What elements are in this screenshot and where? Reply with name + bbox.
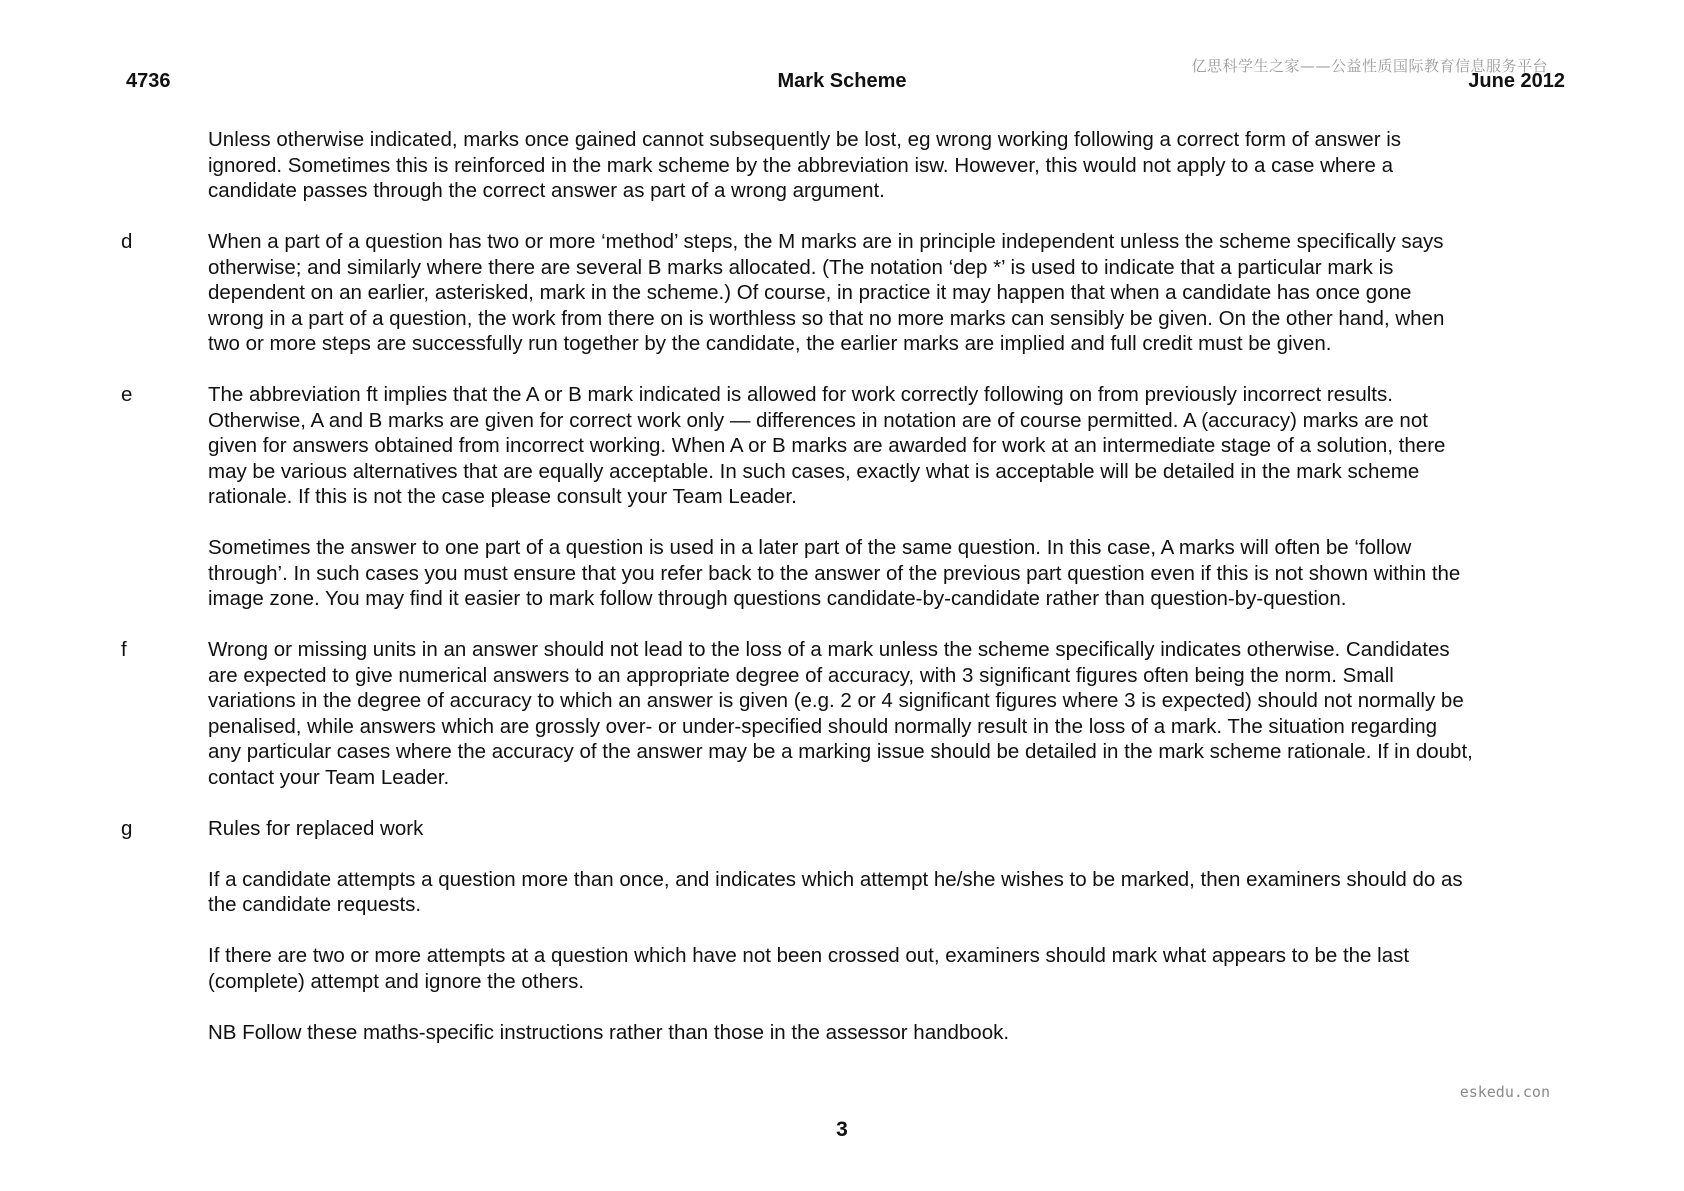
paragraph-text: If a candidate attempts a question more than once, and indicates which attempt he/she wishes to be marked, then examiners should do as the candidate requests. [208,867,1463,916]
paragraph-g [121,816,1578,842]
paragraph-e [121,382,1578,510]
paragraph-text: When a part of a question has two or more ‘method’ steps, the M marks are in principle independent unless the scheme specifically says otherwise; and similarly where there are several B marks allocated. (The notation ‘dep *’ is used to indicate that a particular mark is dependent on an earlier, asterisked, mark in the scheme.) Of course, in practice it may happen that when a candidate has once gone wrong in a part of a question, the work from there on is worthless so that no more marks can sensibly be given. On the other hand, when two or more steps are successfully run together by the candidate, the earlier marks are implied and full credit must be given. [208,230,1445,355]
paragraph-attempts-indicated [208,867,1578,918]
watermark-bottom: eskedu.con [1459,1083,1550,1101]
exam-date: June 2012 [1468,70,1565,92]
paragraph-marker: e [121,383,133,406]
paragraph-f [121,637,1578,790]
document-body [0,127,1684,1071]
paragraph-text: If there are two or more attempts at a question which have not been crossed out, examiners should mark what appears to be the last (complete) attempt and ignore the others. [208,944,1410,993]
paragraph-marker: f [121,638,127,661]
paragraph-text: Rules for replaced work [208,816,424,840]
paragraph-text: The abbreviation ft implies that the A or B mark indicated is allowed for work correctly following on from previously incorrect results. Otherwise, A and B marks are given for correct work only — differences in notation are of course permitted. A (accuracy) marks are not given for answers obtained from incorrect working. When A or B marks are awarded for work at an intermediate stage of a solution, there may be various alternatives that are equally acceptable. In such cases, exactly what is acceptable will be detailed in the mark scheme rationale. If this is not the case please consult your Team Leader. [208,383,1446,508]
paragraph-text: Sometimes the answer to one part of a question is used in a later part of the same question. In this case, A marks will often be ‘follow through’. In such cases you must ensure that you refer back to the answer of the previous part question even if this is not shown within the image zone. You may find it easier to mark follow through questions candidate-by-candidate rather than question-by-question. [208,536,1461,610]
page-header [0,68,1684,98]
paragraph-text: Unless otherwise indicated, marks once gained cannot subsequently be lost, eg wrong working following a correct form of answer is ignored. Sometimes this is reinforced in the mark scheme by the abbreviation isw. However, this would not apply to a case where a candidate passes through the correct answer as part of a wrong argument. [208,128,1402,202]
watermark-top: 亿思科学生之家——公益性质国际教育信息服务平台 [1191,57,1548,75]
page-title: Mark Scheme [777,70,907,92]
page-number: 3 [836,1118,848,1141]
paragraph-nb [208,1020,1578,1046]
paragraph-attempts-not-crossed [208,943,1578,994]
paragraph-text: Wrong or missing units in an answer should not lead to the loss of a mark unless the scheme specifically indicates otherwise. Candidates are expected to give numerical answers to an appropriate degree of accuracy, with 3 significant figures often being the norm. Small variations in the degree of accuracy to which an answer is given (e.g. 2 or 4 significant figures where 3 is expected) should not normally be penalised, while answers which are grossly over- or under-specified should normally result in the loss of a mark. The situation regarding any particular cases where the accuracy of the answer may be a marking issue should be detailed in the mark scheme rationale. If in doubt, contact your Team Leader. [208,638,1473,789]
paragraph-follow-through [208,535,1578,612]
paragraph-isw [208,127,1578,204]
paragraph-marker: d [121,230,133,253]
paper-code: 4736 [126,70,171,92]
paragraph-marker: g [121,816,133,840]
paragraph-d [121,229,1578,357]
paragraph-text: NB Follow these maths-specific instructions rather than those in the assessor handbook. [208,1020,1010,1044]
